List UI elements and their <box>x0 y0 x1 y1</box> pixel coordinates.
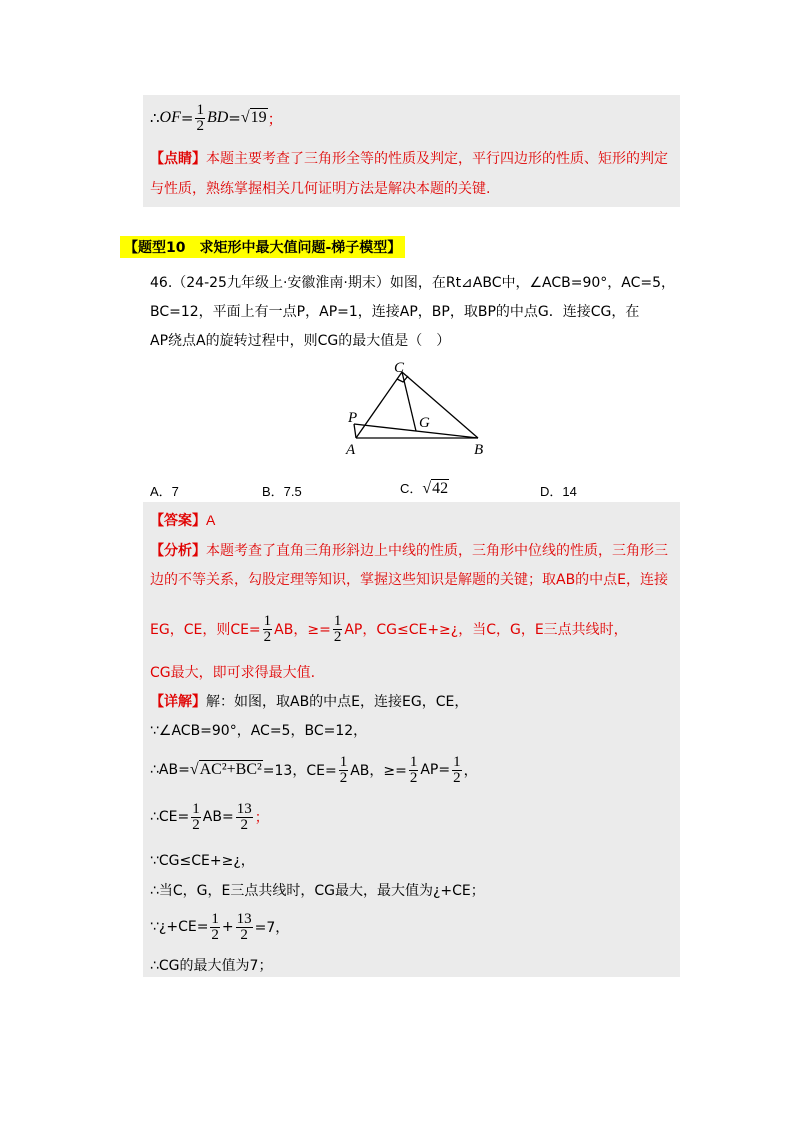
fraction-thirteen-halves: $\frac{13}{2}$ <box>236 800 252 833</box>
solution-text-1: 解：如图，取AB的中点E，连接EG，CE， <box>206 694 469 710</box>
solution-text-8: ∴CG的最大值为7； <box>150 958 273 974</box>
sqrt-42: √42 <box>422 480 449 497</box>
comment-text-2: 与性质，熟练掌握相关几何证明方法是解决本题的关键. <box>150 181 491 197</box>
of-equation <box>150 103 283 133</box>
option-d-text: D．14 <box>540 484 577 499</box>
fraction-half: $\frac{1}{2}$ <box>333 612 342 645</box>
label-a: A <box>346 442 356 458</box>
solution-line-6 <box>150 880 485 900</box>
comment-label: 【点睛】 <box>150 151 206 167</box>
fraction-half: $\frac{1}{2}$ <box>211 910 219 943</box>
option-b-text: B．7.5 <box>262 484 302 499</box>
analysis-text-3a: EG，CE，则CE= <box>150 622 261 638</box>
question-text-3: AP绕点A的旋转过程中，则CG的最大值是（ ） <box>150 333 451 349</box>
sqrt-19: √19 <box>240 109 267 126</box>
sqrt-ac2-bc2: √AC²+BC² <box>189 761 262 778</box>
section-title <box>120 236 405 258</box>
solution-line-3 <box>150 753 478 787</box>
label-g: G <box>419 415 430 431</box>
solution-line-8 <box>150 955 272 975</box>
solution-line-1 <box>150 691 468 711</box>
plus-sign: + <box>221 919 234 935</box>
solution-text-5: ∵CG≤CE+≥¿， <box>150 853 255 869</box>
label-c: C <box>394 360 405 376</box>
label-p: P <box>348 410 358 426</box>
solution-text-3c: AB，≥= <box>350 763 407 779</box>
analysis-text-4: CG最大，即可求得最大值. <box>150 665 316 681</box>
solution-text-6: ∴当C，G，E三点共线时，CG最大，最大值为¿+CE； <box>150 883 485 899</box>
segment-cb <box>402 372 478 438</box>
semicolon: ； <box>267 109 283 128</box>
solution-line-4 <box>150 800 269 834</box>
solution-line-7 <box>150 910 289 944</box>
fraction-half: $\frac{1}{2}$ <box>453 753 461 786</box>
fraction-thirteen-halves: $\frac{13}{2}$ <box>236 910 252 943</box>
answer-label: 【答案】 <box>150 513 206 529</box>
option-c[interactable] <box>400 478 449 498</box>
of-term: OF <box>159 109 181 126</box>
question-text-1: 46.（24-25九年级上·安徽淮南·期末）如图，在Rt⊿ABC中，∠ACB=90°，AC=5， <box>150 275 676 291</box>
analysis-line-4 <box>150 662 315 682</box>
question-line-3 <box>150 330 450 350</box>
segment-ap <box>354 424 356 438</box>
section-title-text: 【题型10 求矩形中最大值问题-梯子模型】 <box>124 240 402 256</box>
semicolon: ； <box>254 810 269 826</box>
question-text-2: BC=12，平面上有一点P，AP=1，连接AP，BP，取BP的中点G．连接CG，在 <box>150 304 640 320</box>
equals-sign: = <box>180 109 194 127</box>
solution-text-2: ∵∠ACB=90°，AC=5，BC=12， <box>150 723 368 739</box>
solution-text-7c: =7， <box>254 920 290 936</box>
comment-line-1 <box>150 148 668 168</box>
analysis-line-3 <box>150 612 628 646</box>
comment-line-2 <box>150 178 490 198</box>
comment-text-1: 本题主要考查了三角形全等的性质及判定，平行四边形的性质、矩形的判定 <box>206 151 668 167</box>
option-b[interactable] <box>262 481 302 500</box>
option-a[interactable] <box>150 481 179 500</box>
option-a-text: A．7 <box>150 484 179 499</box>
answer-value: A <box>206 512 216 528</box>
analysis-label: 【分析】 <box>150 543 206 559</box>
option-d[interactable] <box>540 481 577 500</box>
solution-text-3b: =13，CE= <box>262 763 337 779</box>
therefore-symbol: ∴ <box>150 109 160 127</box>
solution-line-2 <box>150 720 367 740</box>
equals-sign: = <box>228 109 241 127</box>
solution-text-4a: ∴CE= <box>150 809 190 825</box>
bd-term: BD <box>206 109 229 126</box>
solution-text-3e: ， <box>463 763 478 779</box>
answer-line <box>150 510 215 530</box>
triangle-figure <box>340 360 500 460</box>
fraction-half: $\frac{1}{2}$ <box>196 101 204 134</box>
analysis-text-1: 本题考查了直角三角形斜边上中线的性质，三角形中位线的性质，三角形三 <box>206 543 668 559</box>
analysis-line-1 <box>150 540 668 560</box>
solution-text-3d: AP= <box>420 762 451 778</box>
solution-text-4b: AB= <box>202 809 234 825</box>
solution-label: 【详解】 <box>150 694 206 710</box>
solution-text-7a: ∵¿+CE= <box>150 919 209 935</box>
fraction-half: $\frac{1}{2}$ <box>339 753 348 786</box>
fraction-half: $\frac{1}{2}$ <box>263 612 272 645</box>
question-line-2 <box>150 301 639 321</box>
fraction-half: $\frac{1}{2}$ <box>409 753 418 786</box>
question-line-1 <box>150 272 675 292</box>
option-c-text: C． <box>400 481 423 496</box>
analysis-text-2: 边的不等关系，勾股定理等知识，掌握这些知识是解题的关键；取AB的中点E，连接 <box>150 572 669 588</box>
analysis-line-2 <box>150 569 668 589</box>
fraction-half: $\frac{1}{2}$ <box>192 800 200 833</box>
label-b: B <box>474 442 484 458</box>
solution-text-3a: ∴AB= <box>150 762 190 778</box>
analysis-text-3b: AB，≥= <box>274 622 331 638</box>
solution-line-5 <box>150 850 255 870</box>
analysis-text-3c: AP，CG≤CE+≥¿，当C，G，E三点共线时， <box>344 622 628 638</box>
